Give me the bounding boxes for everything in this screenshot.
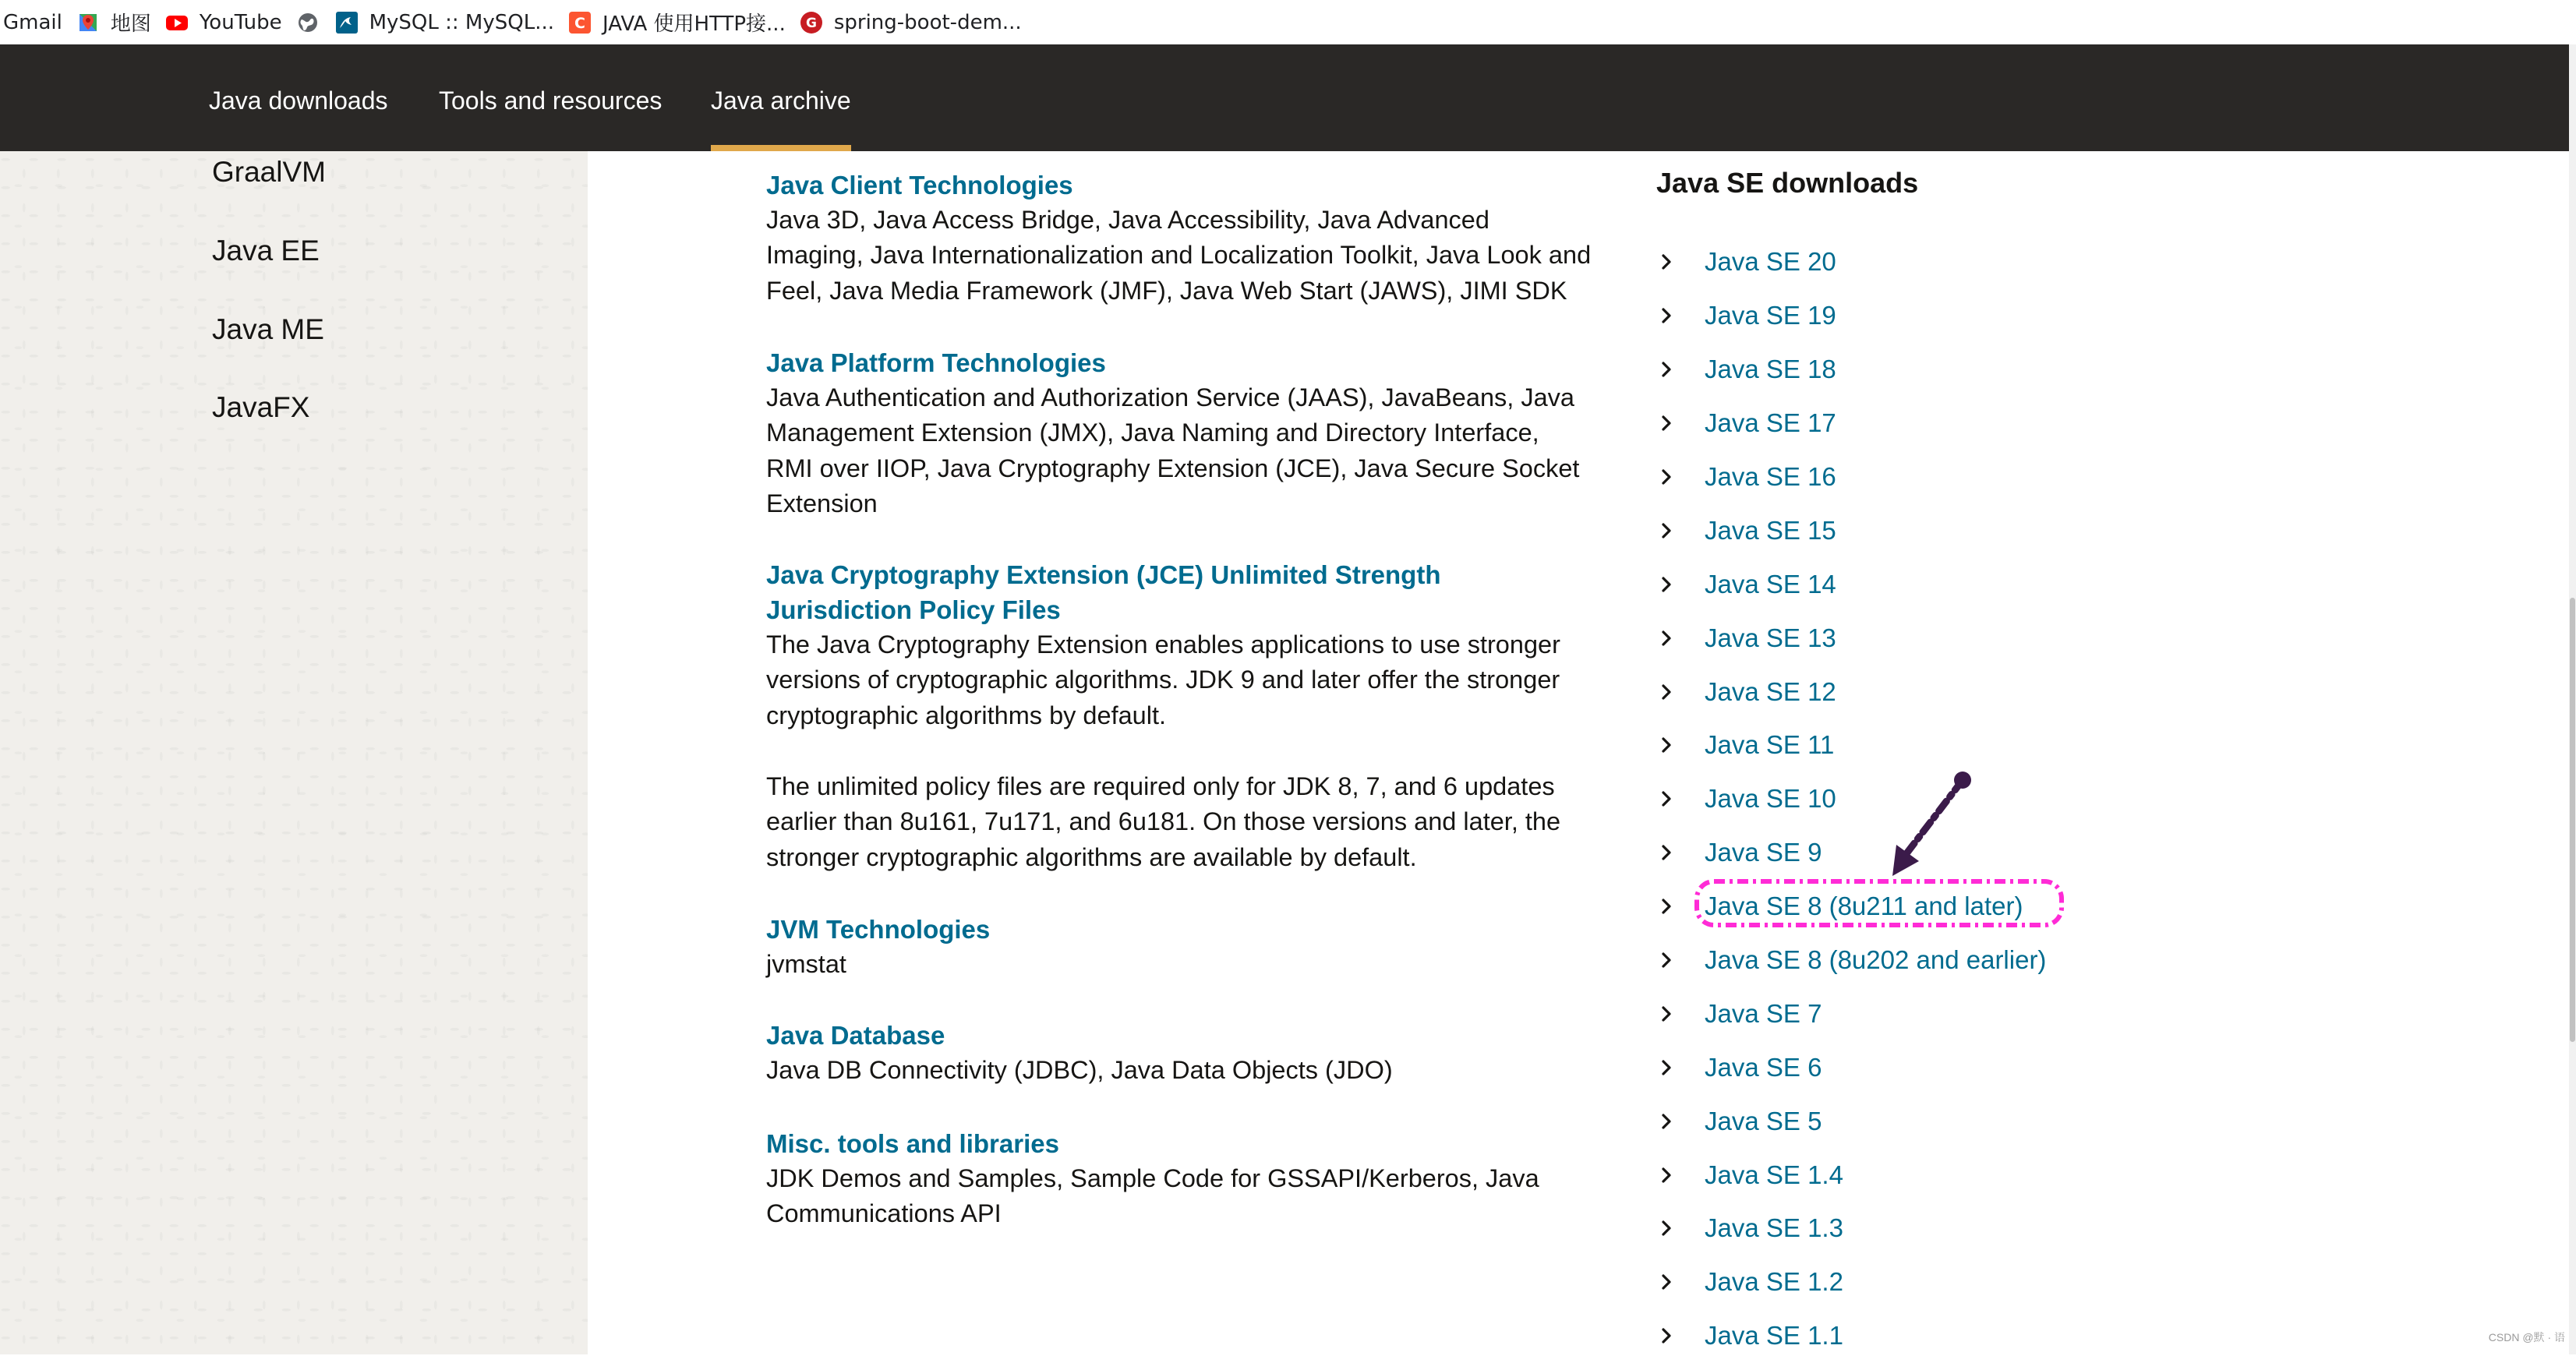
java-se-download-link[interactable]: [1656, 772, 2046, 826]
java-se-downloads-heading: Java SE downloads: [1656, 167, 1919, 199]
java-se-download-link[interactable]: [1656, 1040, 2046, 1094]
bookmark-item[interactable]: [795, 5, 1031, 40]
java-se-download-label: Java SE 13: [1705, 623, 1836, 652]
chevron-right-icon: [1656, 681, 1678, 703]
section-title-jvm-technologies[interactable]: JVM Technologies: [766, 915, 991, 944]
java-se-download-link[interactable]: [1656, 1309, 2046, 1363]
csdn-icon: [568, 11, 592, 34]
sidebar-item-java-me[interactable]: Java ME: [212, 313, 324, 345]
chevron-right-icon: [1656, 1111, 1678, 1132]
chevron-right-icon: [1656, 412, 1678, 434]
section-title-misc-tools[interactable]: Misc. tools and libraries: [766, 1129, 1059, 1158]
scrollbar-thumb[interactable]: [2570, 598, 2575, 1042]
java-se-download-link[interactable]: [1656, 235, 2046, 289]
chevron-right-icon: [1656, 251, 1678, 273]
java-se-download-link[interactable]: [1656, 343, 2046, 397]
java-se-download-label: Java SE 12: [1705, 676, 1836, 706]
section-desc-jvm-technologies: jvmstat: [766, 950, 846, 978]
java-se-download-label: Java SE 17: [1705, 408, 1836, 438]
java-se-download-label: Java SE 1.3: [1705, 1213, 1843, 1243]
chevron-right-icon: [1656, 520, 1678, 542]
bookmark-item[interactable]: [0, 5, 72, 40]
globe-icon: [296, 11, 320, 34]
java-se-download-label: Java SE 20: [1705, 247, 1836, 277]
page-scrollbar[interactable]: [2569, 44, 2576, 1354]
bookmark-item[interactable]: [161, 5, 292, 40]
java-se-download-label: Java SE 16: [1705, 462, 1836, 491]
section-title-platform-technologies[interactable]: Java Platform Technologies: [766, 348, 1106, 377]
java-se-download-label: Java SE 1.1: [1705, 1321, 1843, 1351]
bookmark-item[interactable]: [564, 5, 795, 40]
watermark: CSDN @默 · 语: [2488, 1331, 2565, 1344]
chevron-right-icon: [1656, 1325, 1678, 1347]
chevron-right-icon: [1656, 466, 1678, 488]
chevron-right-icon: [1656, 1003, 1678, 1025]
sidebar-item-graalvm[interactable]: GraalVM: [212, 156, 326, 188]
chevron-right-icon: [1656, 358, 1678, 380]
section-title-jce-policy-files[interactable]: Java Cryptography Extension (JCE) Unlimited Strength Jurisdiction Policy Files: [766, 560, 1441, 624]
section-desc-client-technologies: Java 3D, Java Access Bridge, Java Accessibility, Java Advanced Imaging, Java Internationalization and Localization Toolkit, Java Look and Feel, Java Media Framework (JMF), Java Web Start (JAWS), JIMI SDK: [766, 206, 1592, 305]
java-se-download-link[interactable]: [1656, 1202, 2046, 1255]
java-se-download-label: Java SE 10: [1705, 784, 1836, 814]
java-se-download-link[interactable]: [1656, 1094, 2046, 1148]
section-title-java-database[interactable]: Java Database: [766, 1021, 945, 1050]
bookmark-label: 地图: [110, 12, 151, 36]
java-se-download-link[interactable]: [1656, 719, 2046, 772]
java-se-download-label: Java SE 9: [1705, 838, 1822, 867]
java-se-download-link[interactable]: [1656, 1148, 2046, 1202]
java-se-download-link[interactable]: [1656, 826, 2046, 880]
nav-tools-and-resources[interactable]: Tools and resources: [439, 87, 663, 115]
nav-java-downloads[interactable]: Java downloads: [209, 87, 388, 115]
chevron-right-icon: [1656, 305, 1678, 327]
bookmarks-bar: [0, 0, 2576, 44]
bookmark-label: JAVA 使用HTTP接...: [602, 12, 786, 36]
youtube-icon: [165, 11, 189, 34]
java-se-download-label: Java SE 18: [1705, 355, 1836, 384]
java-se-download-link[interactable]: [1656, 557, 2046, 611]
chevron-right-icon: [1656, 627, 1678, 649]
sidebar-item-javafx[interactable]: JavaFX: [212, 391, 310, 423]
chevron-right-icon: [1656, 1271, 1678, 1293]
java-se-download-link[interactable]: [1656, 450, 2046, 504]
section-desc-jce-policy-files: The Java Cryptography Extension enables applications to use stronger versions of cryptographic algorithms. JDK 9 and later offer the stronger cryptographic algorithms by default.: [766, 630, 1560, 729]
java-se-download-link[interactable]: [1656, 987, 2046, 1040]
java-se-download-label: Java SE 5: [1705, 1106, 1822, 1135]
bookmark-item[interactable]: [330, 5, 564, 40]
chevron-right-icon: [1656, 574, 1678, 595]
java-se-download-label: Java SE 19: [1705, 301, 1836, 330]
chevron-right-icon: [1656, 1164, 1678, 1186]
java-se-download-link[interactable]: [1656, 611, 2046, 665]
java-se-download-label: Java SE 8 (8u211 and later): [1705, 892, 2023, 921]
java-se-download-label: Java SE 14: [1705, 569, 1836, 599]
bookmark-label: spring-boot-dem...: [833, 10, 1022, 34]
java-se-download-link[interactable]: [1656, 289, 2046, 343]
bookmark-item[interactable]: [72, 5, 161, 40]
section-desc-platform-technologies: Java Authentication and Authorization Service (JAAS), JavaBeans, Java Management Extension (JMX), Java Naming and Directory Interface, RMI over IIOP, Java Cryptography Extension (JCE), Java Secure Socket Extension: [766, 383, 1580, 518]
svg-text:G: G: [805, 15, 817, 31]
svg-text:C: C: [574, 14, 585, 32]
bookmark-label: Gmail: [3, 10, 62, 34]
section-desc-jce-policy-files-note: The unlimited policy files are required only for JDK 8, 7, and 6 updates earlier than 8u161, 7u171, and 6u181. On those versions and later, the stronger cryptographic algorithms are available by default.: [766, 772, 1561, 871]
java-se-download-link[interactable]: [1656, 1255, 2046, 1309]
maps-icon: [76, 11, 100, 34]
java-se-download-label: Java SE 8 (8u202 and earlier): [1705, 945, 2047, 975]
sidebar-item-java-ee[interactable]: Java EE: [212, 235, 320, 267]
java-se-downloads-list: [1656, 235, 2046, 1363]
top-navigation: [0, 44, 2569, 151]
java-se-download-label: Java SE 15: [1705, 515, 1836, 545]
java-se-download-label: Java SE 7: [1705, 998, 1822, 1028]
java-se-download-label: Java SE 6: [1705, 1052, 1822, 1082]
chevron-right-icon: [1656, 788, 1678, 810]
chevron-right-icon: [1656, 1217, 1678, 1239]
java-se-download-link[interactable]: [1656, 503, 2046, 557]
section-desc-misc-tools: JDK Demos and Samples, Sample Code for GSSAPI/Kerberos, Java Communications API: [766, 1164, 1539, 1228]
chevron-right-icon: [1656, 1057, 1678, 1079]
section-title-client-technologies[interactable]: Java Client Technologies: [766, 171, 1073, 200]
gitee-icon: [800, 11, 823, 34]
bookmark-label: MySQL :: MySQL...: [369, 10, 554, 34]
chevron-right-icon: [1656, 949, 1678, 971]
java-se-download-link[interactable]: [1656, 880, 2046, 934]
java-se-download-link[interactable]: [1656, 665, 2046, 719]
java-se-download-link[interactable]: [1656, 397, 2046, 450]
chevron-right-icon: [1656, 842, 1678, 863]
java-se-download-link[interactable]: [1656, 934, 2046, 987]
sidebar: [0, 151, 588, 1354]
chevron-right-icon: [1656, 895, 1678, 917]
bookmark-label: YouTube: [199, 10, 282, 34]
section-desc-java-database: Java DB Connectivity (JDBC), Java Data Objects (JDO): [766, 1056, 1393, 1084]
mysql-icon: [335, 11, 359, 34]
java-se-download-label: Java SE 1.4: [1705, 1160, 1843, 1189]
java-se-download-label: Java SE 11: [1705, 730, 1835, 760]
chevron-right-icon: [1656, 734, 1678, 756]
nav-java-archive[interactable]: Java archive: [711, 44, 851, 151]
java-se-download-label: Java SE 1.2: [1705, 1267, 1843, 1297]
bookmark-item[interactable]: [292, 5, 330, 40]
